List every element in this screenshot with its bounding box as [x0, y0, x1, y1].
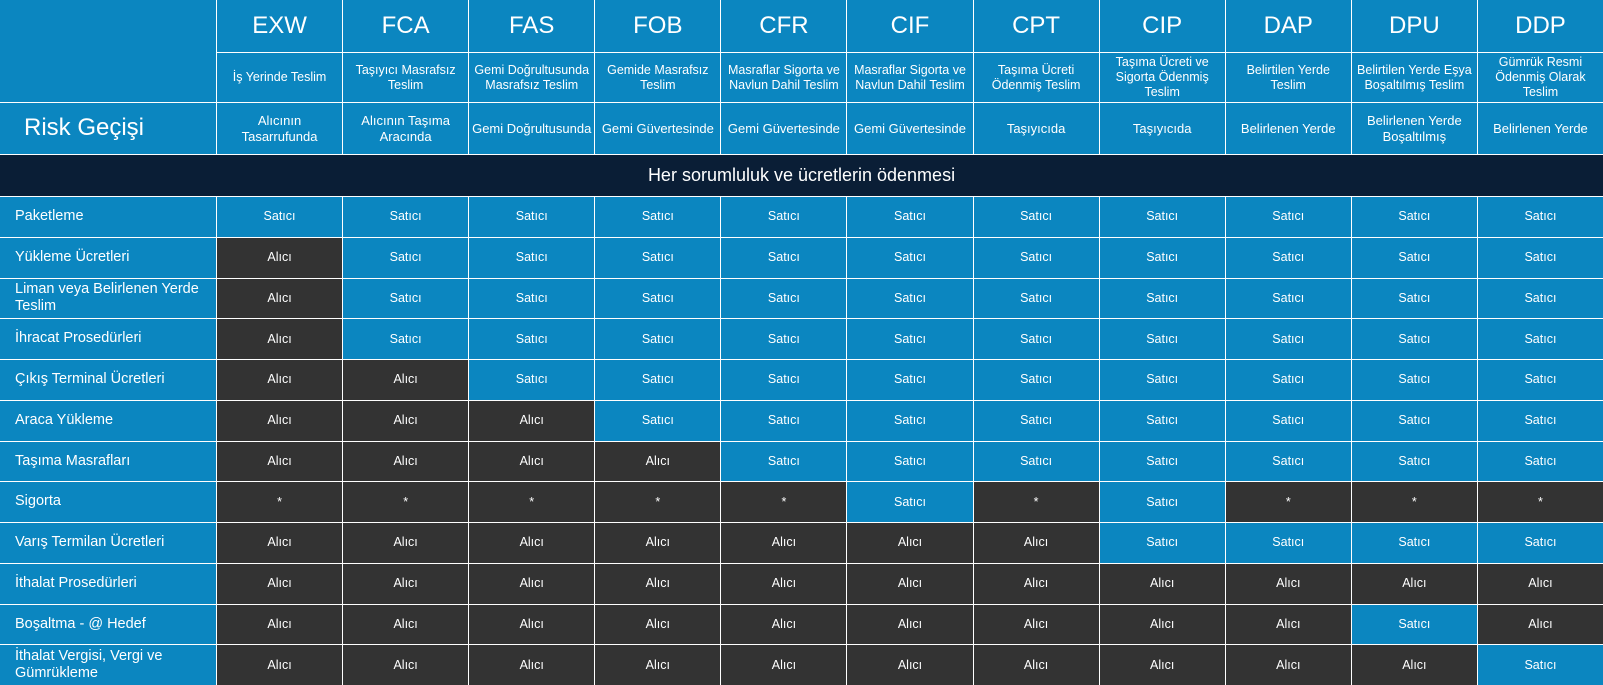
responsibility-cell: Satıcı [847, 360, 972, 400]
risk-transfer-fob: Gemi Güvertesinde [595, 103, 720, 154]
responsibility-cell: Satıcı [721, 319, 846, 359]
row-label: Paketleme [0, 197, 216, 237]
term-name-cfr: Masraflar Sigorta ve Navlun Dahil Teslim [721, 53, 846, 102]
responsibility-cell: Satıcı [595, 319, 720, 359]
term-name-cip: Taşıma Ücreti ve Sigorta Ödenmiş Teslim [1100, 53, 1225, 102]
responsibility-cell: Satıcı [974, 401, 1099, 441]
responsibility-cell: Alıcı [595, 645, 720, 685]
responsibility-cell: Alıcı [1100, 605, 1225, 645]
responsibility-cell: Alıcı [343, 360, 468, 400]
responsibility-cell: Alıcı [217, 401, 342, 441]
responsibility-cell: Alıcı [469, 442, 594, 482]
responsibility-cell: * [595, 482, 720, 522]
risk-transfer-dpu: Belirlenen Yerde Boşaltılmış [1352, 103, 1477, 154]
term-code-cpt: CPT [974, 0, 1099, 52]
responsibility-cell: Alıcı [1352, 564, 1477, 604]
responsibility-cell: Satıcı [469, 279, 594, 319]
risk-transfer-dap: Belirlenen Yerde [1226, 103, 1351, 154]
row-label: İthalat Prosedürleri [0, 564, 216, 604]
term-code-dpu: DPU [1352, 0, 1477, 52]
responsibility-cell: Satıcı [343, 197, 468, 237]
responsibility-cell: Satıcı [1100, 442, 1225, 482]
responsibility-cell: Alıcı [343, 645, 468, 685]
responsibility-cell: Alıcı [469, 645, 594, 685]
responsibility-cell: Satıcı [1478, 401, 1603, 441]
responsibility-cell: Satıcı [1226, 401, 1351, 441]
responsibility-cell: Alıcı [847, 523, 972, 563]
responsibility-cell: Satıcı [847, 401, 972, 441]
responsibility-cell: * [1352, 482, 1477, 522]
responsibility-cell: Alıcı [343, 564, 468, 604]
responsibility-cell: * [1226, 482, 1351, 522]
responsibility-cell: Satıcı [974, 319, 1099, 359]
responsibility-cell: Satıcı [595, 360, 720, 400]
responsibility-cell: Satıcı [217, 197, 342, 237]
responsibility-cell: Satıcı [847, 319, 972, 359]
responsibility-cell: Satıcı [343, 319, 468, 359]
responsibility-cell: Satıcı [1226, 319, 1351, 359]
row-label: İthalat Vergisi, Vergi ve Gümrükleme [0, 645, 216, 685]
responsibility-cell: Satıcı [1100, 238, 1225, 278]
responsibility-cell: Alıcı [469, 523, 594, 563]
responsibility-cell: Satıcı [974, 360, 1099, 400]
responsibility-cell: Alıcı [217, 564, 342, 604]
responsibility-cell: Alıcı [1226, 605, 1351, 645]
responsibility-cell: * [343, 482, 468, 522]
responsibility-cell: * [217, 482, 342, 522]
responsibility-cell: Alıcı [974, 645, 1099, 685]
header-corner [0, 0, 216, 102]
responsibility-cell: Satıcı [1100, 401, 1225, 441]
responsibility-cell: Alıcı [721, 645, 846, 685]
responsibility-cell: Alıcı [469, 605, 594, 645]
responsibility-cell: Satıcı [847, 238, 972, 278]
term-name-dpu: Belirtilen Yerde Eşya Boşaltılmış Teslim [1352, 53, 1477, 102]
responsibility-cell: Alıcı [847, 645, 972, 685]
row-label: Boşaltma - @ Hedef [0, 605, 216, 645]
responsibility-cell: Alıcı [217, 360, 342, 400]
responsibility-cell: Satıcı [1352, 319, 1477, 359]
responsibility-cell: Alıcı [469, 401, 594, 441]
responsibility-cell: Satıcı [1478, 238, 1603, 278]
responsibility-cell: Satıcı [1352, 360, 1477, 400]
responsibility-cell: Alıcı [1226, 564, 1351, 604]
term-name-cif: Masraflar Sigorta ve Navlun Dahil Teslim [847, 53, 972, 102]
responsibility-cell: Satıcı [343, 279, 468, 319]
responsibility-cell: Alıcı [217, 645, 342, 685]
responsibility-cell: Alıcı [217, 605, 342, 645]
row-label: Araca Yükleme [0, 401, 216, 441]
responsibility-cell: Satıcı [974, 442, 1099, 482]
responsibility-cell: Satıcı [721, 442, 846, 482]
responsibility-cell: Satıcı [1100, 319, 1225, 359]
responsibility-cell: Alıcı [1352, 645, 1477, 685]
responsibility-cell: Satıcı [974, 238, 1099, 278]
responsibility-cell: Satıcı [1100, 523, 1225, 563]
term-name-cpt: Taşıma Ücreti Ödenmiş Teslim [974, 53, 1099, 102]
responsibility-cell: Alıcı [595, 605, 720, 645]
responsibility-cell: Satıcı [1100, 482, 1225, 522]
responsibility-cell: Alıcı [847, 564, 972, 604]
term-code-exw: EXW [217, 0, 342, 52]
responsibility-cell: Alıcı [343, 401, 468, 441]
responsibility-cell: Satıcı [1352, 197, 1477, 237]
responsibility-cell: Satıcı [1478, 360, 1603, 400]
responsibility-cell: Alıcı [217, 319, 342, 359]
responsibility-cell: Satıcı [721, 279, 846, 319]
responsibility-cell: Satıcı [1226, 279, 1351, 319]
responsibility-cell: Alıcı [469, 564, 594, 604]
responsibility-cell: Alıcı [1478, 605, 1603, 645]
responsibility-cell: * [1478, 482, 1603, 522]
responsibility-cell: Alıcı [343, 605, 468, 645]
responsibility-cell: Satıcı [1352, 523, 1477, 563]
term-code-fas: FAS [469, 0, 594, 52]
responsibility-cell: Satıcı [1226, 360, 1351, 400]
responsibility-cell: Satıcı [1478, 645, 1603, 685]
responsibility-cell: Satıcı [469, 319, 594, 359]
responsibility-cell: Satıcı [595, 279, 720, 319]
term-name-fas: Gemi Doğrultusunda Masrafsız Teslim [469, 53, 594, 102]
term-name-dap: Belirtilen Yerde Teslim [1226, 53, 1351, 102]
responsibility-cell: Satıcı [469, 197, 594, 237]
responsibility-cell: Satıcı [595, 238, 720, 278]
responsibility-cell: Alıcı [217, 523, 342, 563]
responsibility-cell: Satıcı [595, 197, 720, 237]
term-name-fob: Gemide Masrafsız Teslim [595, 53, 720, 102]
responsibility-cell: Satıcı [847, 482, 972, 522]
responsibility-cell: Alıcı [974, 605, 1099, 645]
term-name-exw: İş Yerinde Teslim [217, 53, 342, 102]
responsibility-cell: Alıcı [721, 523, 846, 563]
responsibility-cell: Alıcı [847, 605, 972, 645]
risk-transfer-fca: Alıcının Taşıma Aracında [343, 103, 468, 154]
responsibility-cell: Satıcı [974, 279, 1099, 319]
term-code-cip: CIP [1100, 0, 1225, 52]
responsibility-cell: Satıcı [1226, 442, 1351, 482]
term-code-cfr: CFR [721, 0, 846, 52]
term-name-ddp: Gümrük Resmi Ödenmiş Olarak Teslim [1478, 53, 1603, 102]
responsibility-cell: Satıcı [1226, 197, 1351, 237]
responsibility-cell: Satıcı [1100, 360, 1225, 400]
responsibility-cell: Alıcı [217, 279, 342, 319]
responsibility-cell: Satıcı [1100, 197, 1225, 237]
term-name-fca: Taşıyıcı Masrafsız Teslim [343, 53, 468, 102]
responsibility-cell: Satıcı [343, 238, 468, 278]
responsibility-cell: Satıcı [1352, 605, 1477, 645]
row-label: Yükleme Ücretleri [0, 238, 216, 278]
responsibility-cell: Satıcı [847, 279, 972, 319]
responsibility-cell: Satıcı [974, 197, 1099, 237]
responsibility-cell: Satıcı [721, 360, 846, 400]
term-code-fca: FCA [343, 0, 468, 52]
risk-transfer-cip: Taşıyıcıda [1100, 103, 1225, 154]
responsibility-cell: Alıcı [217, 442, 342, 482]
responsibility-cell: Satıcı [1352, 279, 1477, 319]
responsibility-cell: Satıcı [721, 401, 846, 441]
responsibility-cell: Alıcı [343, 523, 468, 563]
responsibility-cell: Satıcı [847, 442, 972, 482]
responsibility-cell: Alıcı [595, 523, 720, 563]
responsibility-cell: Satıcı [1226, 523, 1351, 563]
risk-transfer-fas: Gemi Doğrultusunda [469, 103, 594, 154]
responsibility-cell: Satıcı [1478, 523, 1603, 563]
responsibility-cell: Alıcı [974, 523, 1099, 563]
responsibility-cell: Alıcı [1226, 645, 1351, 685]
row-label: İhracat Prosedürleri [0, 319, 216, 359]
responsibility-cell: * [974, 482, 1099, 522]
risk-transfer-cif: Gemi Güvertesinde [847, 103, 972, 154]
responsibility-cell: Alıcı [343, 442, 468, 482]
responsibility-cell: Alıcı [721, 564, 846, 604]
row-label: Varış Termilan Ücretleri [0, 523, 216, 563]
term-code-dap: DAP [1226, 0, 1351, 52]
row-label: Sigorta [0, 482, 216, 522]
section-title: Her sorumluluk ve ücretlerin ödenmesi [0, 155, 1603, 196]
responsibility-cell: Satıcı [469, 238, 594, 278]
responsibility-cell: Satıcı [721, 238, 846, 278]
responsibility-cell: * [721, 482, 846, 522]
term-code-cif: CIF [847, 0, 972, 52]
responsibility-cell: Satıcı [1352, 442, 1477, 482]
row-label: Taşıma Masrafları [0, 442, 216, 482]
risk-transfer-ddp: Belirlenen Yerde [1478, 103, 1603, 154]
responsibility-cell: Satıcı [1478, 197, 1603, 237]
responsibility-cell: Satıcı [595, 401, 720, 441]
responsibility-cell: Satıcı [1478, 319, 1603, 359]
responsibility-cell: Satıcı [1352, 401, 1477, 441]
responsibility-cell: * [469, 482, 594, 522]
risk-transfer-exw: Alıcının Tasarrufunda [217, 103, 342, 154]
responsibility-cell: Satıcı [847, 197, 972, 237]
risk-transfer-cpt: Taşıyıcıda [974, 103, 1099, 154]
risk-transfer-label: Risk Geçişi [0, 103, 216, 154]
responsibility-cell: Satıcı [1478, 442, 1603, 482]
responsibility-cell: Alıcı [1100, 564, 1225, 604]
responsibility-cell: Alıcı [1478, 564, 1603, 604]
responsibility-cell: Satıcı [721, 197, 846, 237]
responsibility-cell: Satıcı [1226, 238, 1351, 278]
responsibility-cell: Alıcı [217, 238, 342, 278]
row-label: Liman veya Belirlenen Yerde Teslim [0, 279, 216, 319]
responsibility-cell: Satıcı [1352, 238, 1477, 278]
risk-transfer-cfr: Gemi Güvertesinde [721, 103, 846, 154]
responsibility-cell: Alıcı [1100, 645, 1225, 685]
responsibility-cell: Alıcı [721, 605, 846, 645]
responsibility-cell: Alıcı [974, 564, 1099, 604]
term-code-fob: FOB [595, 0, 720, 52]
responsibility-cell: Satıcı [1478, 279, 1603, 319]
responsibility-cell: Satıcı [1100, 279, 1225, 319]
term-code-ddp: DDP [1478, 0, 1603, 52]
responsibility-cell: Alıcı [595, 442, 720, 482]
responsibility-cell: Satıcı [469, 360, 594, 400]
responsibility-cell: Alıcı [595, 564, 720, 604]
row-label: Çıkış Terminal Ücretleri [0, 360, 216, 400]
